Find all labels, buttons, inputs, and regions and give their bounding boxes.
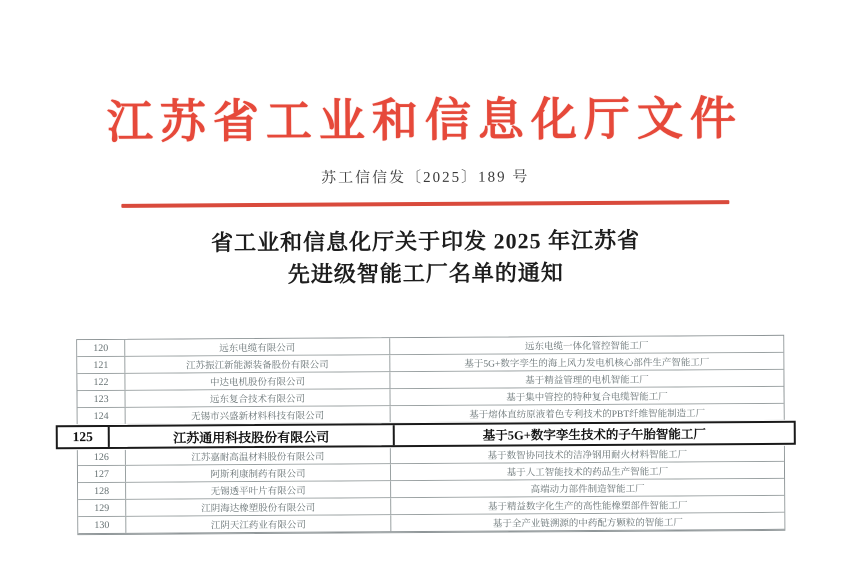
row-number-cell: 122	[77, 374, 125, 390]
company-name-cell: 江苏振江新能源装备股份有限公司	[125, 355, 390, 373]
company-name-cell: 江苏通用科技股份有限公司	[110, 425, 395, 447]
project-name-cell: 基于精益数字化生产的高性能橡塑部件智能工厂	[487, 501, 688, 513]
row-number-cell: 123	[77, 391, 125, 407]
company-name-cell: 江阴天江药业有限公司	[126, 515, 391, 533]
project-name-cell: 基于5G+数字孪生的海上风力发电机核心部件生产智能工厂	[464, 358, 710, 370]
row-number-cell: 128	[78, 483, 126, 499]
red-divider-line	[121, 200, 729, 208]
company-name-cell: 江苏嘉耐高温材料股份有限公司	[126, 447, 391, 465]
factory-table-body	[72, 336, 784, 534]
row-number-cell: 127	[78, 466, 126, 482]
document-number: 苏工信信发〔2025〕189 号	[321, 169, 530, 187]
table-row	[78, 513, 784, 534]
factory-list-table	[72, 335, 785, 535]
company-name-cell: 江阴海达橡塑股份有限公司	[126, 498, 391, 516]
company-name-cell: 阿斯利康制药有限公司	[126, 464, 391, 482]
document-header-title: 江苏省工业和信息化厅文件	[106, 93, 744, 148]
project-name-cell: 基于数智协同技术的洁净钢用耐火材料智能工厂	[487, 450, 688, 462]
row-number-cell: 130	[78, 517, 126, 533]
row-number-cell: 129	[78, 500, 126, 516]
project-name-cell: 基于熔体直纺原液着色专利技术的PBT纤维智能制造工厂	[469, 409, 706, 421]
row-number-cell: 121	[77, 357, 125, 373]
notice-title-line2: 先进级智能工厂名单的通知	[287, 260, 564, 287]
notice-title	[1, 223, 850, 292]
company-name-cell: 无锡市兴盛新材料科技有限公司	[126, 406, 391, 424]
row-number-cell: 125	[58, 427, 110, 447]
project-name-cell: 基于5G+数字孪生技术的子午胎智能工厂	[482, 427, 706, 443]
company-name-cell: 中达电机股份有限公司	[125, 372, 390, 390]
company-name-cell: 远东电缆有限公司	[125, 338, 390, 356]
notice-title-line1: 省工业和信息化厅关于印发 2025 年江苏省	[211, 227, 641, 256]
project-name-cell: 高端动力部件制造智能工厂	[530, 484, 645, 496]
row-number-cell: 124	[78, 408, 126, 424]
project-name-cell: 基于全产业链溯源的中药配方颗粒的智能工厂	[492, 518, 683, 530]
row-number-cell: 120	[77, 340, 125, 356]
project-name-cell: 基于精益管理的电机智能工厂	[525, 375, 649, 387]
row-number-cell: 126	[78, 449, 126, 465]
project-name-cell: 基于人工智能技术的药品生产智能工厂	[506, 467, 669, 479]
company-name-cell: 无锡透平叶片有限公司	[126, 481, 391, 499]
project-name-cell: 基于集中管控的特种复合电缆智能工厂	[506, 392, 668, 404]
table-row-highlighted	[56, 421, 796, 450]
project-name-cell: 远东电缆一体化管控智能工厂	[524, 341, 649, 353]
company-name-cell: 远东复合技术有限公司	[125, 389, 390, 407]
